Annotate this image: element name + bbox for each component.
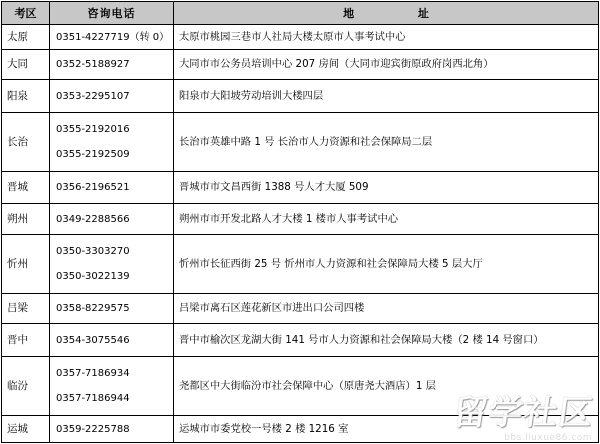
area-cell: 临汾 bbox=[2, 357, 50, 416]
table-row bbox=[2, 294, 599, 324]
header-phone: 咨询电话 bbox=[50, 2, 174, 25]
address-cell: 晋中市榆次区龙湖大街 141 号市人力资源和社会保障局大楼（2 楼 14 号窗口） bbox=[174, 324, 599, 357]
table-row bbox=[2, 50, 599, 80]
phone-cell bbox=[50, 80, 174, 113]
phone-number: 0353-2295107 bbox=[56, 90, 130, 102]
phone-cell bbox=[50, 172, 174, 204]
table-row bbox=[2, 113, 599, 172]
table-row bbox=[2, 80, 599, 113]
phone-number: 0349-2288566 bbox=[56, 213, 130, 225]
phone-cell bbox=[50, 235, 174, 294]
address-cell: 长治市英雄中路 1 号 长治市人力资源和社会保障局二层 bbox=[174, 113, 599, 172]
address-cell: 尧都区中大街临汾市社会保障中心（原唐尧大酒店）1 层 bbox=[174, 357, 599, 416]
phone-number: 0351-4227719（转 0） bbox=[56, 31, 170, 43]
phone-cell bbox=[50, 204, 174, 235]
address-cell: 吕梁市离石区莲花新区市进出口公司四楼 bbox=[174, 294, 599, 324]
header-address: 地 址 bbox=[174, 2, 599, 25]
phone-number: 0350-3303270 bbox=[56, 246, 130, 257]
area-cell: 运城 bbox=[2, 416, 50, 443]
area-cell: 晋城 bbox=[2, 172, 50, 204]
address-cell: 太原市桃园三巷市人社局大楼太原市人事考试中心 bbox=[174, 25, 599, 50]
area-cell: 忻州 bbox=[2, 235, 50, 294]
address-cell: 大同市市公务员培训中心 207 房间（大同市迎宾街原政府岗西北角） bbox=[174, 50, 599, 80]
address-cell: 阳泉市大阳坡劳动培训大楼四层 bbox=[174, 80, 599, 113]
phone-number: 0359-2225788 bbox=[56, 423, 130, 435]
table-row bbox=[2, 172, 599, 204]
watermark-url: bbs.liuxue86.com bbox=[504, 433, 592, 443]
table-row bbox=[2, 235, 599, 294]
address-cell: 运城市市委党校一号楼 2 楼 1216 室 bbox=[174, 416, 599, 443]
table-row bbox=[2, 324, 599, 357]
phone-cell bbox=[50, 324, 174, 357]
phone-number: 0355-2192016 bbox=[56, 124, 130, 135]
phone-cell bbox=[50, 416, 174, 443]
phone-number: 0352-5188927 bbox=[56, 59, 130, 70]
area-cell: 太原 bbox=[2, 25, 50, 50]
phone-cell bbox=[50, 357, 174, 416]
address-cell: 朔州市市开发北路人才大楼 1 楼市人事考试中心 bbox=[174, 204, 599, 235]
phone-number: 0357-7186934 bbox=[56, 368, 130, 379]
area-cell: 大同 bbox=[2, 50, 50, 80]
area-cell: 吕梁 bbox=[2, 294, 50, 324]
area-cell: 晋中 bbox=[2, 324, 50, 357]
address-cell: 忻州市长征西街 25 号 忻州市人力资源和社会保障局大楼 5 层大厅 bbox=[174, 235, 599, 294]
phone-cell bbox=[50, 25, 174, 50]
phone-cell bbox=[50, 113, 174, 172]
area-cell: 长治 bbox=[2, 113, 50, 172]
table-row bbox=[2, 204, 599, 235]
watermark-logo: 留学社区 bbox=[450, 393, 597, 433]
phone-cell bbox=[50, 50, 174, 80]
phone-number: 0356-2196521 bbox=[56, 182, 130, 193]
phone-number: 0350-3022139 bbox=[56, 271, 130, 282]
phone-number: 0358-8229575 bbox=[56, 303, 130, 314]
phone-cell bbox=[50, 294, 174, 324]
area-cell: 朔州 bbox=[2, 204, 50, 235]
phone-number: 0354-3075546 bbox=[56, 334, 130, 346]
header-area: 考区 bbox=[2, 2, 50, 25]
exam-contact-table bbox=[1, 1, 599, 443]
area-cell: 阳泉 bbox=[2, 80, 50, 113]
header-row bbox=[2, 2, 599, 25]
phone-number: 0357-7186944 bbox=[56, 393, 130, 404]
address-cell: 晋城市市文昌西街 1388 号人才大厦 509 bbox=[174, 172, 599, 204]
table-row bbox=[2, 25, 599, 50]
phone-number: 0355-2192509 bbox=[56, 149, 130, 160]
